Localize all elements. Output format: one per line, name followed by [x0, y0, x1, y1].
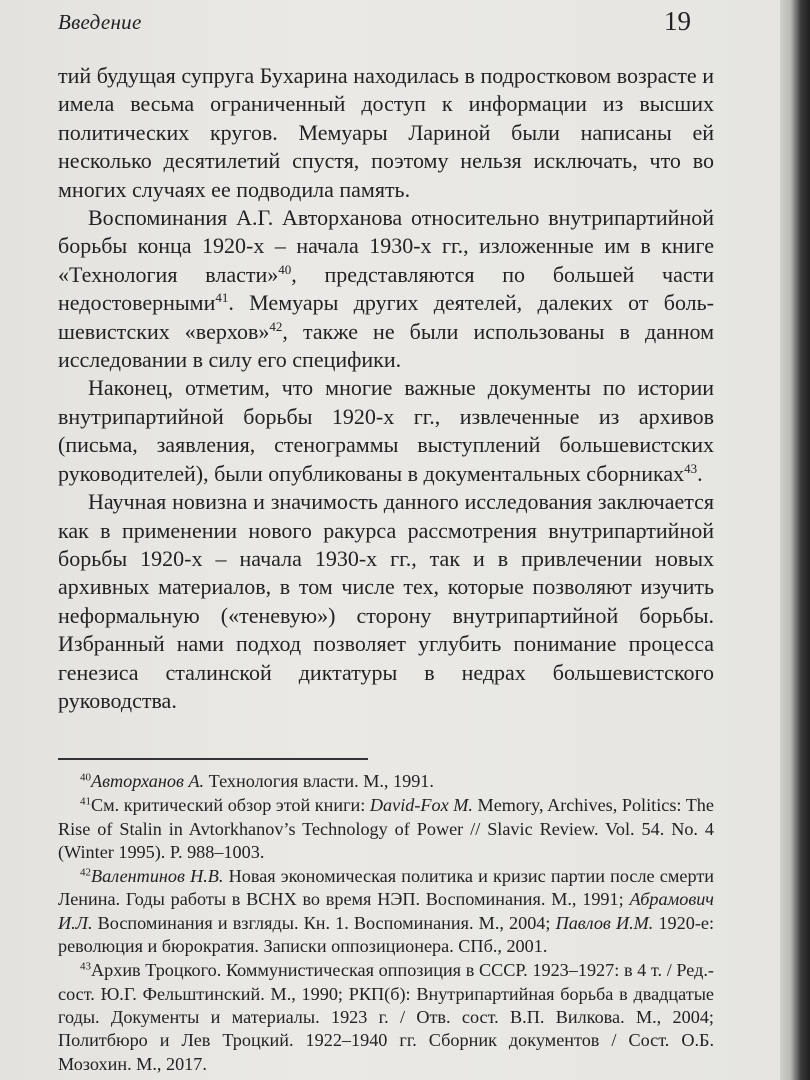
paragraph [58, 488, 714, 715]
paragraph [58, 62, 714, 204]
text-run: Новая экономическая политика и кризис партии после смерти Ленина. Годы работы в ВСНХ во время НЭП. Воспоминания. М., 1991; [58, 866, 714, 910]
footnote [58, 770, 714, 793]
footnotes [58, 770, 714, 1077]
italic-text: Абрамович И.Л. [58, 889, 714, 933]
text-run: Научная новизна и значимость данного исследования заключается как в применении нового ракурса рассмотрения внутрипартийной борьбы 1920-х – начала 1930-х гг., так и в привлечении новых архивных материалов, в том числе тех, которые позволяют изучить неформальную («теневую») сторону внутрипартийной борьбы. Избранный нами подход позволяет углубить понимание процесса генезиса сталинской диктатуры в недрах большевистского руководства. [58, 489, 714, 713]
footnote-number: 41 [80, 795, 91, 808]
footnote [58, 794, 714, 864]
italic-text: Валентинов Н.В. [91, 866, 224, 887]
footnote-ref: 41 [215, 290, 229, 306]
footnote-number: 43 [80, 960, 91, 973]
text-run: . [697, 460, 703, 486]
italic-text: Павлов И.М. [555, 912, 654, 933]
text-run: Воспоминания А.Г. Авторханова относительно внутрипартийной борьбы конца 1920-х – начала 1930-х гг., изложенные им в книге «Технология власти» [58, 205, 714, 287]
paragraph [58, 204, 714, 374]
footnote-number: 42 [80, 866, 91, 879]
main-text [58, 62, 714, 715]
text-run: Memory, Archives, Politics: The Rise of Stalin in Avtorkhanov’s Technology of Power // Slavic Review. Vol. 54. No. 4 (Winter 1995). P. 988–1003. [58, 795, 714, 862]
footnote [58, 959, 714, 1075]
page-edge [780, 0, 810, 1080]
footnote-number: 40 [80, 771, 91, 784]
text-run: . Мемуары других деятелей, далеких от большевистских «верхов» [58, 290, 714, 344]
italic-text: David-Fox M. [369, 795, 473, 816]
text-run: Наконец, отметим, что многие важные документы по истории внутрипартийной борьбы 1920-х гг., извлеченные из архивов (письма, заявления, стенограммы выступлений большевистских руководителей), были опубликованы в документальных сборниках [58, 375, 714, 486]
italic-text: Авторханов А. [91, 771, 205, 791]
footnote-ref: 42 [269, 318, 283, 334]
footnote-ref: 43 [684, 460, 698, 476]
text-run: Архив Троцкого. Коммунистическая оппозиция в СССР. 1923–1927: в 4 т. / Ред.-сост. Ю.Г. Фельштинский. М., 1990; РКП(б): Внутрипартийная борьба в двадцатые годы. Документы и материалы. 1923 г. / Отв. сост. В.П. Вилкова. М., 2004; Политбюро и Лев Троцкий. 1922–1940 гг. Сборник документов / Сост. О.Б. Мозохин. М., 2017. [58, 960, 714, 1074]
text-run: См. критический обзор этой книги: [91, 795, 370, 816]
footnote [58, 865, 714, 958]
text-run: , также не были использованы в данном исследовании в силу его специфики. [58, 318, 714, 373]
footnote-ref: 40 [278, 262, 292, 278]
text-run: , представляются по большей части недостоверными [58, 261, 714, 316]
text-run: Технология власти. М., 1991. [204, 771, 434, 791]
running-title: Введение [58, 10, 142, 34]
page-number: 19 [664, 6, 691, 36]
text-run: тий будущая супруга Бухарина находилась в подростковом возрасте и имела весьма ограниченный доступ к информации из высших политических кругов. Мемуары Лариной были написаны ей несколько десятилетий спустя, поэтому нельзя исключать, что во многих случаях ее подводила память. [58, 63, 714, 202]
paragraph [58, 374, 714, 488]
text-run: Воспоминания и взгляды. Кн. 1. Воспоминания. М., 2004; [92, 912, 556, 933]
text-run: 1920-е: революция и бюрократия. Записки оппозиционера. СПб., 2001. [58, 912, 714, 957]
footnote-separator [58, 758, 368, 760]
